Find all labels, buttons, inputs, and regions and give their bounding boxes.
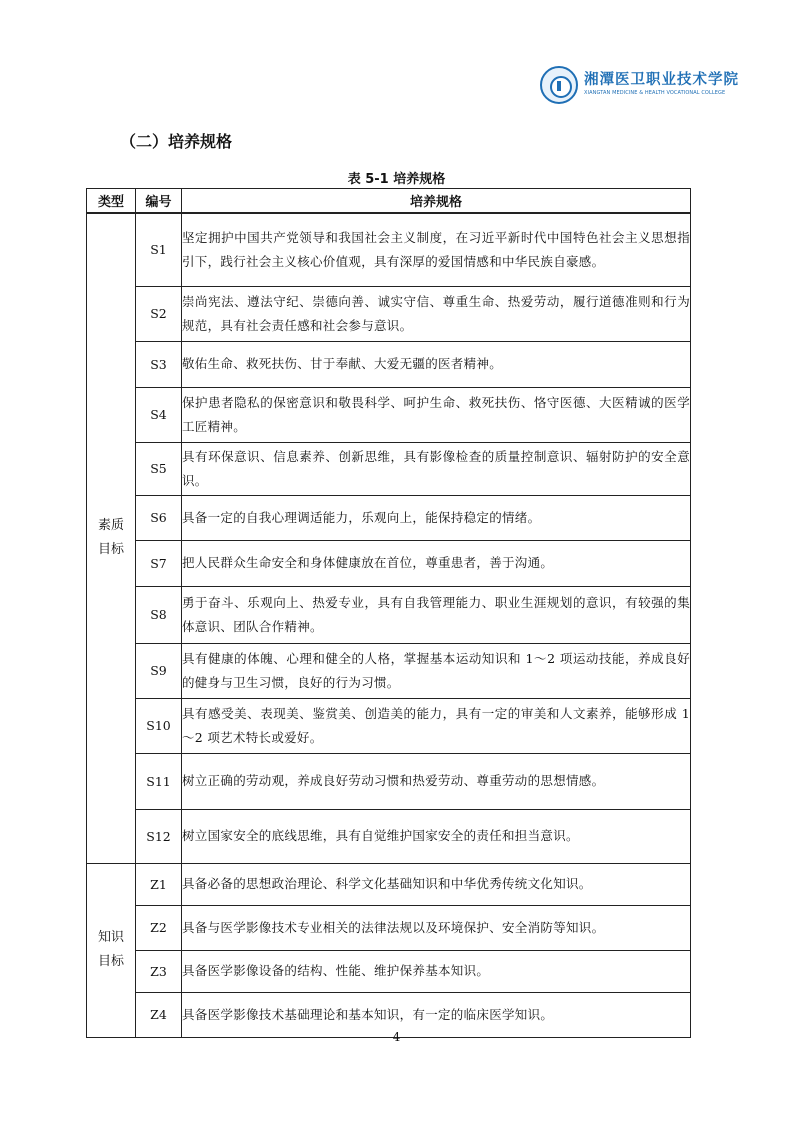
table-row [87, 809, 691, 863]
table-row [87, 643, 691, 698]
table-row [87, 905, 691, 950]
header-code: 编号 [136, 189, 182, 214]
table-row [87, 863, 691, 905]
code-cell: S10 [136, 698, 182, 753]
code-cell: S8 [136, 586, 182, 643]
header-spec: 培养规格 [182, 189, 691, 214]
spec-cell: 具有健康的体魄、心理和健全的人格，掌握基本运动知识和 1～2 项运动技能，养成良好的健身与卫生习惯，良好的行为习惯。 [182, 643, 691, 698]
spec-cell: 具备必备的思想政治理论、科学文化基础知识和中华优秀传统文化知识。 [182, 863, 691, 905]
section-title: （二）培养规格 [120, 132, 233, 151]
spec-cell: 坚定拥护中国共产党领导和我国社会主义制度，在习近平新时代中国特色社会主义思想指引下，践行社会主义核心价值观，具有深厚的爱国情感和中华民族自豪感。 [182, 213, 691, 286]
table-row [87, 495, 691, 540]
school-emblem-icon [540, 66, 578, 104]
spec-cell: 具有感受美、表现美、鉴赏美、创造美的能力，具有一定的审美和人文素养，能够形成 1～2 项艺术特长或爱好。 [182, 698, 691, 753]
table-row [87, 753, 691, 809]
code-cell: S5 [136, 442, 182, 495]
code-cell: S11 [136, 753, 182, 809]
training-spec-table [86, 188, 691, 1038]
table-row [87, 698, 691, 753]
header-type: 类型 [87, 189, 136, 214]
table-row [87, 540, 691, 586]
table-row [87, 950, 691, 992]
code-cell: S12 [136, 809, 182, 863]
code-cell: Z1 [136, 863, 182, 905]
code-cell: Z4 [136, 992, 182, 1037]
school-name-cn: 湘潭医卫职业技术学院 [584, 71, 739, 88]
spec-cell: 具备一定的自我心理调适能力，乐观向上，能保持稳定的情绪。 [182, 495, 691, 540]
school-logo [540, 66, 739, 106]
code-cell: S9 [136, 643, 182, 698]
code-cell: Z3 [136, 950, 182, 992]
table-header-row [87, 189, 691, 214]
code-cell: S2 [136, 286, 182, 341]
table-row [87, 341, 691, 387]
spec-cell: 崇尚宪法、遵法守纪、崇德向善、诚实守信、尊重生命、热爱劳动，履行道德准则和行为规范，具有社会责任感和社会参与意识。 [182, 286, 691, 341]
code-cell: S7 [136, 540, 182, 586]
spec-cell: 把人民群众生命安全和身体健康放在首位，尊重患者，善于沟通。 [182, 540, 691, 586]
spec-cell: 树立国家安全的底线思维，具有自觉维护国家安全的责任和担当意识。 [182, 809, 691, 863]
table-caption: 表 5-1 培养规格 [347, 172, 446, 187]
code-cell: S4 [136, 387, 182, 442]
table-row [87, 286, 691, 341]
page-number: 4 [392, 1030, 401, 1044]
spec-cell: 具备与医学影像技术专业相关的法律法规以及环境保护、安全消防等知识。 [182, 905, 691, 950]
category-label: 素质目标 [98, 518, 125, 558]
spec-cell: 具备医学影像设备的结构、性能、维护保养基本知识。 [182, 950, 691, 992]
spec-cell: 树立正确的劳动观，养成良好劳动习惯和热爱劳动、尊重劳动的思想情感。 [182, 753, 691, 809]
spec-cell: 勇于奋斗、乐观向上、热爱专业，具有自我管理能力、职业生涯规划的意识，有较强的集体意识、团队合作精神。 [182, 586, 691, 643]
school-name-en: XIANGTAN MEDICINE & HEALTH VOCATIONAL COLLEGE [584, 90, 726, 96]
table-row [87, 586, 691, 643]
table-row [87, 442, 691, 495]
spec-cell: 具备医学影像技术基础理论和基本知识，有一定的临床医学知识。 [182, 992, 691, 1037]
category-cell [87, 863, 136, 1037]
spec-cell: 具有环保意识、信息素养、创新思维，具有影像检查的质量控制意识、辐射防护的安全意识。 [182, 442, 691, 495]
table-row [87, 213, 691, 286]
table-row [87, 387, 691, 442]
code-cell: S6 [136, 495, 182, 540]
spec-cell: 保护患者隐私的保密意识和敬畏科学、呵护生命、救死扶伤、恪守医德、大医精诚的医学工匠精神。 [182, 387, 691, 442]
category-cell [87, 213, 136, 863]
category-label: 知识目标 [98, 930, 125, 969]
code-cell: S3 [136, 341, 182, 387]
code-cell: Z2 [136, 905, 182, 950]
code-cell: S1 [136, 213, 182, 286]
spec-cell: 敬佑生命、救死扶伤、甘于奉献、大爱无疆的医者精神。 [182, 341, 691, 387]
